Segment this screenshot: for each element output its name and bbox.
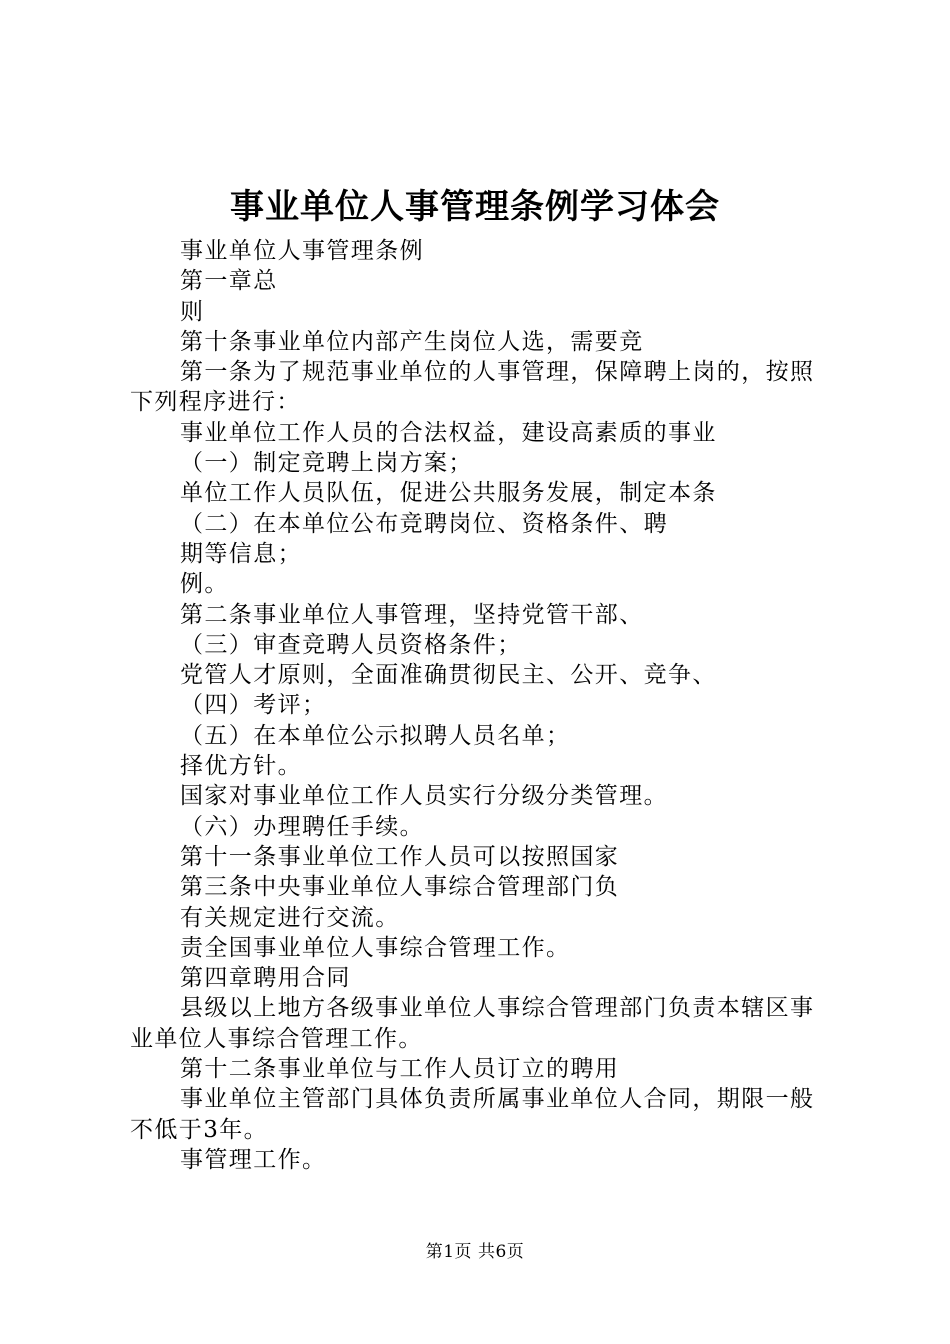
paragraph: 第二条事业单位人事管理，坚持党管干部、: [180, 601, 644, 628]
paragraph: 第四章聘用合同: [180, 965, 351, 992]
paragraph: （一）制定竞聘上岗方案；: [180, 450, 473, 477]
document-title: 事业单位人事管理条例学习体会: [230, 187, 720, 227]
paragraph: 例。: [180, 571, 229, 598]
paragraph: 有关规定进行交流。: [180, 904, 400, 931]
paragraph: 择优方针。: [180, 753, 302, 780]
paragraph: 第十条事业单位内部产生岗位人选，需要竞: [180, 328, 644, 355]
paragraph: 事业单位人事管理条例: [180, 238, 424, 264]
paragraph: 第十一条事业单位工作人员可以按照国家: [180, 843, 620, 870]
paragraph: （四）考评；: [180, 692, 327, 719]
paragraph: 事业单位工作人员的合法权益，建设高素质的事业: [180, 419, 717, 446]
paragraph: 单位工作人员队伍，促进公共服务发展，制定本条: [180, 480, 717, 507]
paragraph: （五）在本单位公示拟聘人员名单；: [180, 722, 571, 749]
paragraph: 期等信息；: [180, 540, 302, 567]
paragraph: （二）在本单位公布竞聘岗位、资格条件、聘: [180, 510, 668, 537]
paragraph: 第三条中央事业单位人事综合管理部门负: [180, 874, 620, 901]
paragraph: 第一条为了规范事业单位的人事管理，保障聘上岗的，按照下列程序进行：: [130, 359, 815, 416]
paragraph: （三）审查竞聘人员资格条件；: [180, 631, 522, 658]
paragraph: 则: [180, 298, 205, 325]
paragraph: 第十二条事业单位与工作人员订立的聘用: [180, 1056, 620, 1083]
paragraph: 责全国事业单位人事综合管理工作。: [180, 934, 571, 961]
paragraph: 党管人才原则，全面准确贯彻民主、公开、竞争、: [180, 662, 717, 689]
paragraph: 事业单位主管部门具体负责所属事业单位人合同，期限一般不低于3年。: [130, 1086, 815, 1143]
document-body: [130, 236, 835, 1175]
paragraph: 第一章总: [180, 268, 278, 295]
paragraph: 事管理工作。: [180, 1146, 327, 1173]
paragraph: 县级以上地方各级事业单位人事综合管理部门负责本辖区事业单位人事综合管理工作。: [130, 995, 815, 1052]
page-footer: 第1页 共6页: [425, 1242, 525, 1262]
paragraph: 国家对事业单位工作人员实行分级分类管理。: [180, 783, 668, 810]
paragraph: （六）办理聘任手续。: [180, 813, 424, 840]
